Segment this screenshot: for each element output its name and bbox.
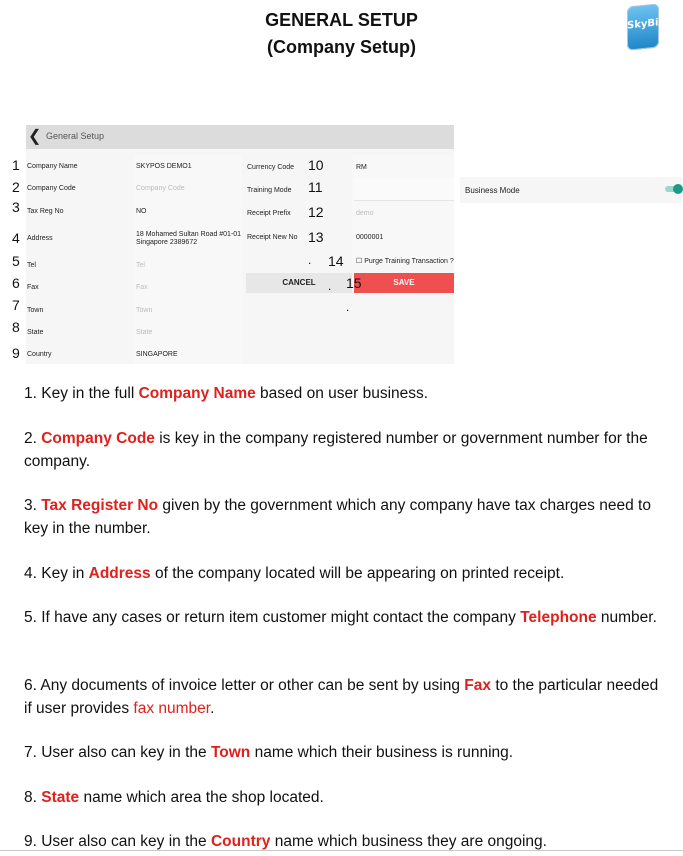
receipt-prefix-input[interactable]: demo [356,210,374,217]
callout-number: 1 [12,157,20,173]
back-arrow-icon[interactable]: ❮ [28,128,42,145]
tel-input[interactable]: Tel [136,262,145,269]
description-5: 5. If have any cases or return item customer might contact the company Telephone number. [24,609,657,626]
country-input[interactable]: SINGAPORE [136,351,178,358]
right-value-column [352,155,454,263]
description-6: 6. Any documents of invoice letter or other can be sent by using Fax to the particular needed if user provides fax number. [24,677,659,717]
skybiz-logo: SkyBiz [627,3,659,50]
bottom-divider [0,850,683,851]
state-input[interactable]: State [136,329,153,336]
callout-number: 15 [346,275,362,291]
callout-number: 7 [12,297,20,313]
currency-code-label: Currency Code [247,164,295,171]
callout-number: 2 [12,179,20,195]
callout-dot: . [346,300,350,314]
callout-number: 11 [308,179,323,195]
app-top-bar [26,125,454,149]
callout-number: 12 [308,204,324,220]
description-3: 3. Tax Register No given by the government which any company have tax charges need to key in the number. [24,497,651,537]
callout-dot: . [328,279,332,293]
company-code-input[interactable]: Company Code [136,185,185,192]
purge-training-checkbox[interactable]: ☐ Purge Training Transaction ? [356,258,454,265]
company-code-label: Company Code [27,185,76,192]
description-8: 8. State name which area the shop located. [24,789,324,806]
training-mode-label: Training Mode [247,187,292,194]
address-label: Address [27,235,53,242]
tel-label: Tel [27,262,36,269]
description-7: 7. User also can key in the Town name which their business is running. [24,744,514,761]
company-name-input[interactable]: SKYPOS DEMO1 [136,163,192,170]
state-label: State [27,329,44,336]
callout-dot: . [308,253,312,267]
country-label: Country [27,351,52,358]
purge-training-label: Purge Training Transaction ? [364,258,454,265]
callout-number: 14 [328,253,344,269]
receipt-new-no-label: Receipt New No [247,234,298,241]
callout-number: 13 [308,229,324,245]
tax-reg-no-label: Tax Reg No [27,208,64,215]
callout-number: 3 [12,199,20,215]
description-1: 1. Key in the full Company Name based on user business. [24,385,429,402]
callout-number: 10 [308,157,324,173]
training-mode-toggle[interactable] [354,178,454,201]
business-mode-toggle-knob[interactable] [673,184,683,194]
receipt-prefix-label: Receipt Prefix [247,210,291,217]
fax-input[interactable]: Fax [136,284,148,291]
address-input[interactable]: 18 Mohamed Sultan Road #01-01 Singapore 2389672 [136,231,242,246]
callout-number: 4 [12,230,20,246]
company-name-label: Company Name [27,163,78,170]
callout-number: 8 [12,319,20,335]
fax-label: Fax [27,284,39,291]
currency-code-input[interactable]: RM [356,164,367,171]
description-9: 9. User also can key in the Country name which business they are ongoing. [24,833,547,850]
receipt-new-no-input[interactable]: 0000001 [356,234,384,241]
town-input[interactable]: Town [136,307,153,314]
callout-number: 9 [12,345,20,361]
callout-number: 6 [12,275,20,291]
page-title: GENERAL SETUP [265,10,418,30]
description-4: 4. Key in Address of the company located will be appearing on printed receipt. [24,565,565,582]
page-subtitle: (Company Setup) [266,37,416,57]
tax-reg-no-input[interactable]: NO [136,208,147,215]
app-bar-title: General Setup [46,131,105,141]
save-button[interactable]: SAVE [354,273,454,293]
business-mode-label: Business Mode [465,186,520,195]
description-2: 2. Company Code is key in the company registered number or government number for the company. [24,430,648,470]
callout-number: 5 [12,253,20,269]
town-label: Town [27,307,44,314]
cancel-button[interactable]: CANCEL [246,273,352,293]
